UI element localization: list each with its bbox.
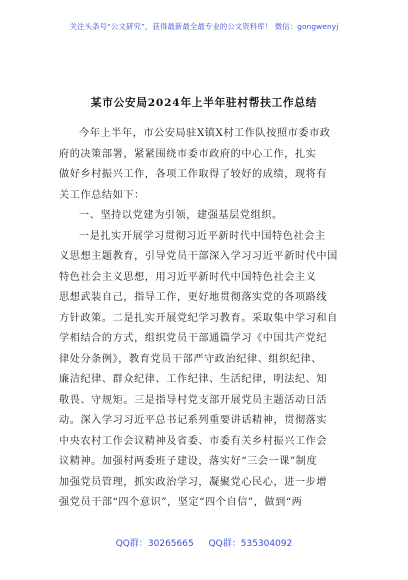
body-line: 强党员干部“四个意识”，坚定“四个自信”，做到“两 [59, 497, 303, 508]
body-line: 关工作总结如下： [59, 189, 145, 201]
body-line: 议精神。加强村两委班子建设，落实好“三会一课”制度 [59, 456, 318, 467]
document-title: 某市公安局2024年上半年驻村帮扶工作总结 [90, 97, 318, 109]
body-line: 廉洁纪律、群众纪律、工作纪律、生活纪律，明法纪、知 [59, 374, 328, 385]
section-heading: 一、坚持以党建为引领，建强基层党组织。 [79, 210, 283, 221]
footer-qq-group-2: QQ群：535304092 [208, 539, 293, 549]
body-line: 加强党员管理，抓实政治学习，凝聚党心民心，进一步增 [59, 476, 328, 488]
body-line: 敬畏、守规矩。三是指导村党支部开展党员主题活动日活 [59, 394, 328, 406]
body-line: 律处分条例》，教育党员干部严守政治纪律、组织纪律、 [59, 353, 323, 365]
body-line: 今年上半年，市公安局驻X镇X村工作队按照市委市政 [79, 128, 331, 139]
body-line: 一是扎实开展学习贯彻习近平新时代中国特色社会主 [79, 230, 326, 242]
body-line: 思想武装自己，指导工作，更好地贯彻落实党的各项路线 [59, 292, 328, 303]
footer-qq-group-1: QQ群：30265665 [115, 539, 194, 549]
document-body [59, 124, 351, 514]
body-line: 中央农村工作会议精神及省委、市委有关乡村振兴工作会 [59, 435, 328, 447]
body-line: 动。深入学习习近平总书记系列重要讲话精神，贯彻落实 [59, 415, 328, 426]
body-line: 做好乡村振兴工作，各项工作取得了较好的成绩，现将有 [59, 169, 328, 180]
body-line: 特色社会主义思想，用习近平新时代中国特色社会主义 [59, 271, 317, 283]
body-line: 义思想主题教育，引导党员干部深入学习习近平新时代中国 [59, 251, 338, 262]
footer-qq-groups [0, 536, 408, 549]
header-promo-note: 关注头条号“公文研究”，获得最新最全最专业的公文资料库！ 微信：gongwenyj [69, 22, 339, 31]
body-line: 方针政策。二是扎实开展党纪学习教育。采取集中学习和自 [59, 312, 338, 324]
body-line: 府的决策部署，紧紧围绕市委市政府的中心工作，扎实 [59, 148, 317, 160]
body-line: 学相结合的方式，组织党员干部通篇学习《中国共产党纪 [59, 333, 328, 344]
